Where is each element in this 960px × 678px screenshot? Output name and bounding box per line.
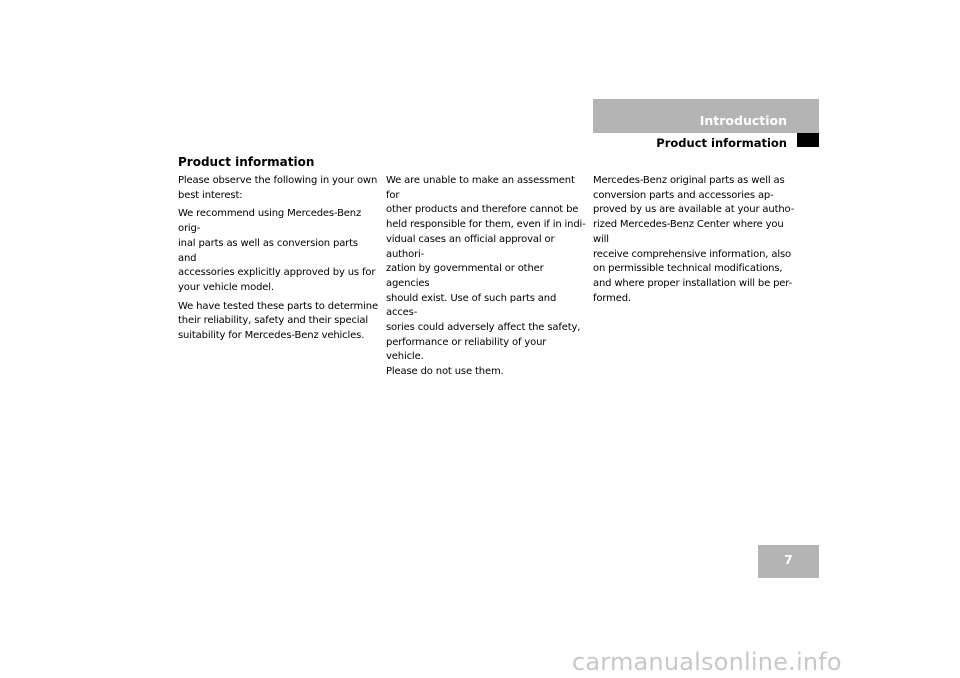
page-number: 7	[784, 552, 793, 567]
page-title: Product information	[178, 155, 315, 169]
section-title: Introduction	[699, 113, 787, 128]
page-number-box	[758, 545, 819, 578]
text-column-1	[178, 174, 378, 348]
paragraph: We recommend using Mercedes-Benz orig- inal parts as well as conversion parts and accessories explicitly approved by us for your vehicle model.	[178, 208, 376, 293]
paragraph: Please observe the following in your own best interest:	[178, 175, 378, 201]
subsection-title: Product information	[656, 136, 787, 150]
text-column-2	[386, 174, 586, 384]
section-marker	[797, 133, 819, 147]
paragraph: We have tested these parts to determine their reliability, safety and their special suitability for Mercedes-Benz vehicles.	[178, 300, 378, 342]
watermark: carmanualsonline.info	[572, 648, 842, 676]
paragraph: Mercedes-Benz original parts as well as conversion parts and accessories ap- proved by us are available at your autho- rized Mercedes-Benz Center where you will receive comprehensive information, also on permissible technical modifications, and where proper installation will be per- formed.	[593, 175, 795, 304]
text-column-3	[593, 174, 798, 310]
paragraph: We are unable to make an assessment for other products and therefore cannot be held responsible for them, even if in indi- vidual cases an official approval or authori- zation by governmental or other agencies should exist. Use of such parts and acces- sories could adversely affect the safety, performance or reliability of your vehicle. Please do not use them.	[386, 175, 586, 378]
